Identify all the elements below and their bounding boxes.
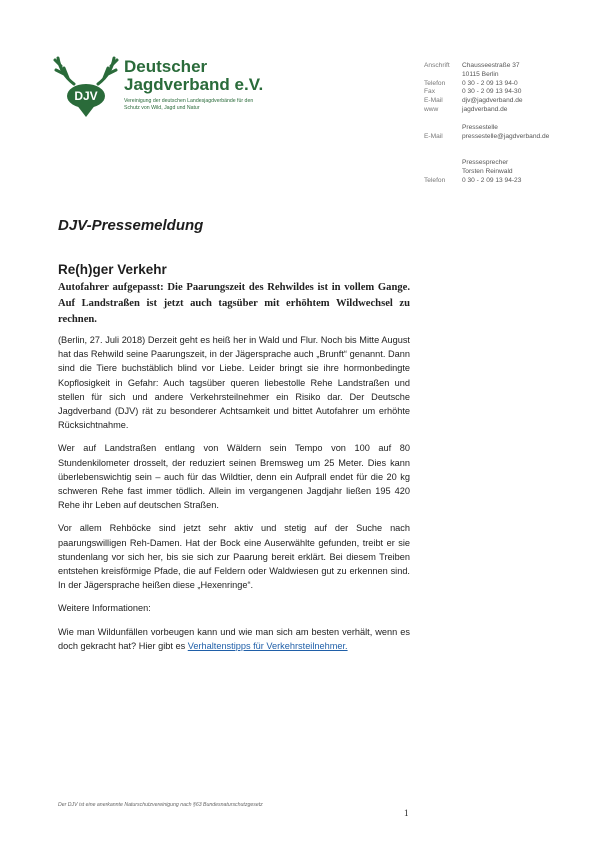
email-value[interactable]: djv@jagdverband.de xyxy=(462,97,523,105)
speaker-phone-label: Telefon xyxy=(424,176,446,184)
phone-value: 0 30 - 2 09 13 94-0 xyxy=(462,79,518,87)
more-info-label: Weitere Informationen: xyxy=(58,603,151,614)
fax-label: Fax xyxy=(424,88,435,96)
paragraph-3: Vor allem Rehböcke sind jetzt sehr aktiv und stetig auf der Suche nach paarungswilligen Reh-Damen. Hat der Bock eine Auserwählte gefunden, treibt er sie stundenlang vor sich her, bis sie sich zur Paarung bereit erklärt. Bei diesem Treiben entstehen kreisförmige Pfade, die auf Feldern oder Waldwiesen gut zu erkennen sind. In der Jägersprache heißen diese „Hexenringe“. xyxy=(58,523,410,591)
press-email-label: E-Mail xyxy=(424,132,443,140)
press-email-value[interactable]: pressestelle@jagdverband.de xyxy=(462,132,550,140)
logo-letters: DJV xyxy=(74,89,98,103)
document-title: DJV-Pressemeldung xyxy=(58,217,204,234)
org-name-line2: Jagdverband e.V. xyxy=(124,75,264,94)
speaker-role: Pressesprecher xyxy=(462,159,509,167)
address-street: Chausseestraße 37 xyxy=(462,62,520,69)
email-label: E-Mail xyxy=(424,97,443,105)
paragraph-4-text: Wie man Wildunfällen vorbeugen kann und wie man sich am besten verhält, wenn es doch gekracht hat? Hier gibt es xyxy=(58,626,410,651)
org-name-line1: Deutscher xyxy=(124,57,208,76)
press-headline: Re(h)ger Verkehr xyxy=(58,262,167,277)
speaker-name: Torsten Reinwald xyxy=(462,168,513,176)
lead-paragraph: Autofahrer aufgepasst: Die Paarungszeit des Rehwildes ist in vollem Gange. Auf Landstraßen ist jetzt auch tagsüber mit erhöhtem Wildwechsel zu rechnen. xyxy=(58,282,410,325)
article-body xyxy=(58,333,410,662)
footer-note: Der DJV ist eine anerkannte Naturschutzvereinigung nach §63 Bundesnaturschutzgesetz xyxy=(58,802,263,808)
www-value[interactable]: jagdverband.de xyxy=(462,105,508,113)
phone-label: Telefon xyxy=(424,79,446,87)
deer-antler-logo-icon xyxy=(52,50,120,118)
address-label: Anschrift xyxy=(424,62,450,69)
fax-value: 0 30 - 2 09 13 94-30 xyxy=(462,88,522,96)
press-label: Pressestelle xyxy=(462,123,498,131)
speaker-phone-value: 0 30 - 2 09 13 94-23 xyxy=(462,176,522,184)
page-number: 1 xyxy=(404,808,409,818)
address-city: 10115 Berlin xyxy=(462,70,499,78)
paragraph-4 xyxy=(58,625,410,653)
traffic-tips-link[interactable]: Verhaltenstipps für Verkehrsteilnehmer. xyxy=(187,640,348,651)
paragraph-1: (Berlin, 27. Juli 2018) Derzeit geht es heiß her in Wald und Flur. Noch bis Mitte August hat das Rehwild seine Paarungszeit, in der Jägersprache auch „Brunft“ genannt. Dann sind die Tiere buchstäblich blind vor Liebe. Leider bringt sie ihre hormonbedingte Kopflosigkeit in Gefahr: Auch tagsüber queren liebestolle Rehe Landstraßen und stellen für sich und andere Verkehrsteilnehmer ein Risiko dar. Der Deutsche Jagdverband (DJV) rät zu besonderer Achtsamkeit und bittet Autofahrer um erhöhte Rücksichtnahme. xyxy=(58,335,410,431)
org-tagline: Vereinigung der deutschen Landesjagdverbände für den Schutz von Wild, Jagd und Natur xyxy=(124,98,254,111)
djv-logo xyxy=(52,50,264,118)
paragraph-2: Wer auf Landstraßen entlang von Wäldern sein Tempo von 100 auf 80 Stundenkilometer drosselt, der reduziert seinen Bremsweg um 25 Meter. Dies kann überlebenswichtig sein – auch für das Wildtier, denn ein Aufprall endet für die 20 kg schweren Rehe fast immer tödlich. Allein im vergangenen Jagdjahr ließen 195 420 Rehe ihr Leben auf deutschen Straßen. xyxy=(58,443,410,511)
contact-block xyxy=(424,62,582,186)
org-name xyxy=(124,58,263,94)
www-label: www xyxy=(424,105,439,113)
